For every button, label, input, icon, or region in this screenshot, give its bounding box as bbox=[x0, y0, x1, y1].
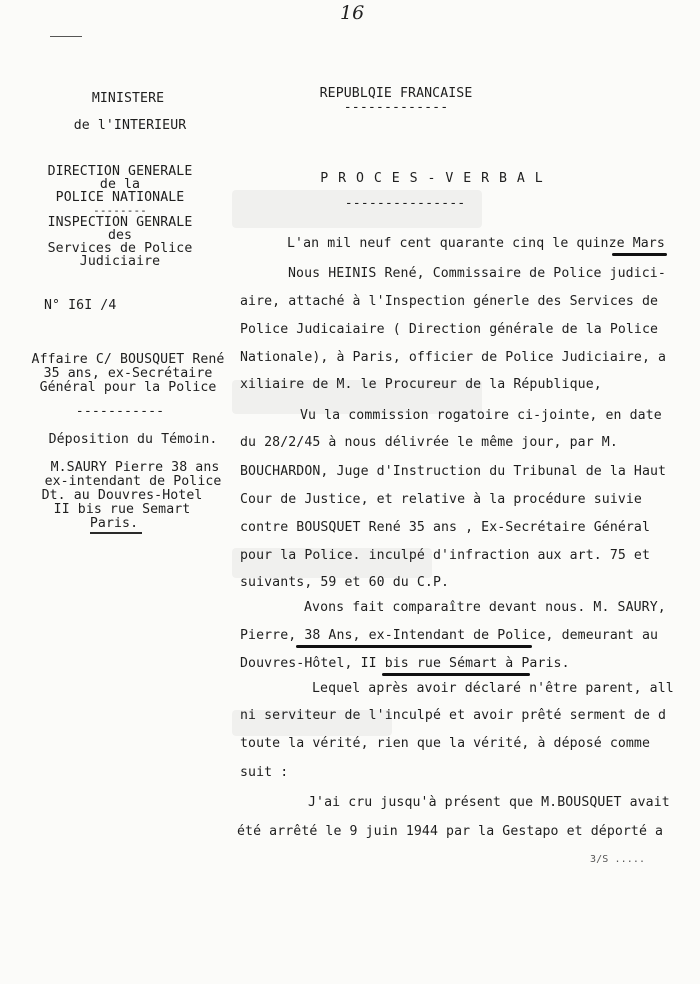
affaire-line-2: 35 ans, ex-Secrétaire bbox=[43, 366, 213, 381]
body-line-6: xiliaire de M. le Procureur de la République, bbox=[240, 377, 602, 392]
body-line-16: Douvres-Hôtel, II bis rue Sémart à Paris. bbox=[240, 656, 570, 671]
body-line-22: été arrêté le 9 juin 1944 par la Gestapo et déporté a bbox=[237, 824, 664, 839]
body-line-1: L'an mil neuf cent quarante cinq le quinze Mars bbox=[287, 236, 665, 251]
affaire-line-3: Général pour la Police bbox=[39, 380, 217, 395]
ministry-sub: de l'INTERIEUR bbox=[73, 118, 187, 133]
body-line-14: Avons fait comparaître devant nous. M. SAURY, bbox=[304, 600, 666, 615]
witness-line-5: Paris. bbox=[89, 516, 139, 531]
body-line-21: J'ai cru jusqu'à présent que M.BOUSQUET avait bbox=[308, 795, 670, 810]
body-line-20: suit : bbox=[240, 765, 289, 780]
corner-mark bbox=[50, 36, 82, 37]
affaire-separator: ----------- bbox=[75, 404, 165, 419]
paris-underline bbox=[90, 532, 142, 534]
witness-line-2: ex-intendant de Police bbox=[44, 474, 222, 489]
direction-line-2: de la bbox=[99, 177, 141, 192]
body-line-12: pour la Police. inculpé d'infraction aux art. 75 et bbox=[240, 548, 651, 563]
body-line-7: Vu la commission rogatoire ci-jointe, en date bbox=[300, 408, 662, 423]
body-line-9: BOUCHARDON, Juge d'Instruction du Tribunal de la Haut bbox=[240, 464, 667, 479]
body-line-4: Police Judicaiaire ( Direction générale de la Police bbox=[240, 322, 659, 337]
footer-mark: 3/S ..... bbox=[590, 854, 646, 865]
body-line-10: Cour de Justice, et relative à la procédure suivie bbox=[240, 492, 642, 507]
ministry-label: MINISTERE bbox=[91, 91, 165, 106]
body-line-17: Lequel après avoir déclaré n'être parent, all bbox=[312, 681, 674, 696]
document-title: P R O C E S - V E R B A L bbox=[320, 171, 544, 186]
body-line-11: contre BOUSQUET René 35 ans , Ex-Secrétaire Général bbox=[240, 520, 651, 535]
body-line-13: suivants, 59 et 60 du C.P. bbox=[240, 575, 450, 590]
republic-rule: ------------- bbox=[343, 100, 449, 115]
body-line-8: du 28/2/45 à nous délivrée le même jour, par M. bbox=[240, 435, 618, 450]
direction-separator: -------- bbox=[93, 204, 147, 217]
underline-mars bbox=[612, 253, 667, 256]
body-line-18: ni serviteur de l'inculpé et avoir prêté serment de d bbox=[240, 708, 667, 723]
inspection-line-3: Services de Police bbox=[47, 241, 193, 256]
body-line-15: Pierre, 38 Ans, ex-Intendant de Police, demeurant au bbox=[240, 628, 659, 643]
direction-line-3: POLICE NATIONALE bbox=[55, 190, 185, 205]
inspection-line-2: des bbox=[107, 228, 133, 243]
body-line-5: Nationale), à Paris, officier de Police Judiciaire, a bbox=[240, 350, 667, 365]
witness-line-4: II bis rue Semart bbox=[53, 502, 191, 517]
page-number-handwritten: 16 bbox=[340, 2, 365, 24]
underline-address bbox=[382, 673, 530, 676]
document-title-rule: --------------- bbox=[344, 196, 466, 211]
witness-line-3: Dt. au Douvres-Hotel bbox=[41, 488, 203, 503]
inspection-line-1: INSPECTION GENRALE bbox=[47, 215, 193, 230]
body-line-2: Nous HEINIS René, Commissaire de Police judici- bbox=[288, 266, 666, 281]
deposition-title: Déposition du Témoin. bbox=[48, 432, 218, 447]
direction-line-1: DIRECTION GENERALE bbox=[47, 164, 193, 179]
reference-number: N° I6I /4 bbox=[44, 298, 117, 313]
inspection-line-4: Judiciaire bbox=[79, 254, 161, 269]
affaire-line-1: Affaire C/ BOUSQUET René bbox=[31, 352, 225, 367]
witness-line-1: M.SAURY Pierre 38 ans bbox=[50, 460, 220, 475]
republic-label: REPUBLQIE FRANCAISE bbox=[319, 86, 473, 101]
body-line-19: toute la vérité, rien que la vérité, à déposé comme bbox=[240, 736, 651, 751]
underline-witness-identity bbox=[296, 645, 532, 648]
body-line-3: aire, attaché à l'Inspection génerle des Services de bbox=[240, 294, 659, 309]
